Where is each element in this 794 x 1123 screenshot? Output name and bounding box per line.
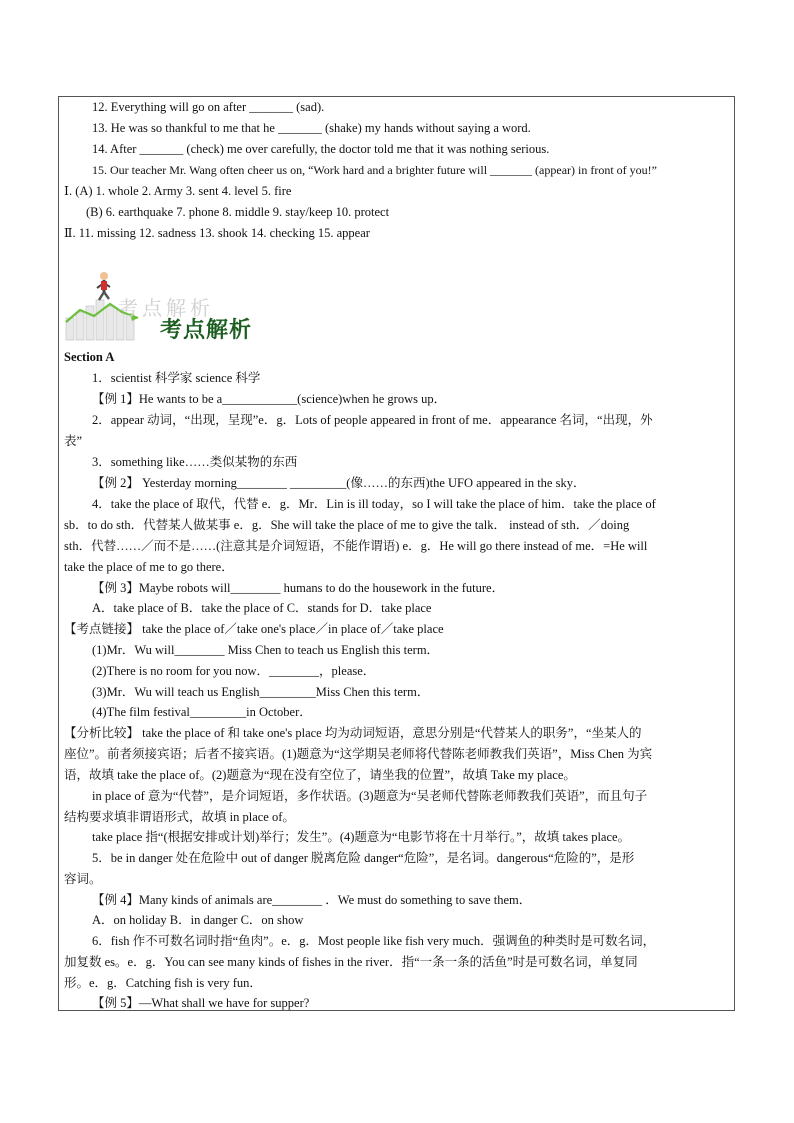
text-line: 容词。 xyxy=(64,872,102,886)
banner-title: 考点解析 xyxy=(160,318,253,343)
text-line: 12. Everything will go on after _______ (sad). xyxy=(92,100,325,114)
text-line: sb．to do sth．代替某人做某事 e．g．She will take the place of me to give the talk． instead of sth．／doing xyxy=(64,518,630,532)
answer-line: (B) 6. earthquake 7. phone 8. middle 9. stay/keep 10. protect xyxy=(86,205,390,219)
text-line: 6．fish 作不可数名词时指“鱼肉”。e．g．Most people like fish very much．强调鱼的种类时是可数名词， xyxy=(92,934,656,948)
text-line: (3)Mr．Wu will teach us English_________Miss Chen this term． xyxy=(92,685,430,699)
text-line: take place 指“(根据安排或计划)举行；发生”。(4)题意为“电影节将在十月举行。”，故填 takes place。 xyxy=(92,830,631,844)
text-line: (1)Mr．Wu will________ Miss Chen to teach us English this term． xyxy=(92,643,440,657)
text-line: 形。e．g．Catching fish is very fun． xyxy=(64,976,262,990)
text-line: in place of 意为“代替”，是介词短语，多作状语。(3)题意为“吴老师代替陈老师教我们英语”，而且句子 xyxy=(92,789,648,803)
answer-line: Ⅰ. (A) 1. whole 2. Army 3. sent 4. level 5. fire xyxy=(64,184,292,198)
text-line: 5．be in danger 处在危险中 out of danger 脱离危险 danger“危险”，是名词。dangerous“危险的”，是形 xyxy=(92,851,635,865)
text-line: 4．take the place of 取代，代替 e．g．Mr．Lin is ill today，so I will take the place of him．take the place of xyxy=(92,497,656,511)
text-line: 【分析比较】 take the place of 和 take one's place 均为动词短语，意思分别是“代替某人的职务”，“坐某人的 xyxy=(64,726,642,740)
text-line: 3．something like……类似某物的东西 xyxy=(92,455,298,469)
text-line: 【例 4】Many kinds of animals are________ ．We must do something to save them． xyxy=(92,893,532,907)
text-line: 15. Our teacher Mr. Wang often cheer us on, “Work hard and a brighter future will _______ (appear) in front of you!” xyxy=(92,163,657,177)
text-line: 结构要求填非谓语形式，故填 in place of。 xyxy=(64,810,295,824)
text-line: 14. After _______ (check) me over carefully, the doctor told me that it was nothing serious. xyxy=(92,142,550,156)
text-line: 【例 1】He wants to be a____________(science)when he grows up． xyxy=(92,392,447,406)
text-line: sth．代替……／而不是……(注意其是介词短语，不能作谓语) e．g．He will go there instead of me．=He will xyxy=(64,539,648,553)
section-heading: Section A xyxy=(64,350,115,364)
option-line: A．take place of B．take the place of C．stands for D．take place xyxy=(92,601,432,615)
banner-ghost-text: 考点解析 xyxy=(118,296,214,320)
text-line: 【例 3】Maybe robots will________ humans to do the housework in the future． xyxy=(92,581,505,595)
text-line: take the place of me to go there． xyxy=(64,560,234,574)
text-line: 加复数 es。e．g．You can see many kinds of fishes in the river．指“一条一条的活鱼”时是可数名词，单复同 xyxy=(64,955,638,969)
text-line: 【例 5】—What shall we have for supper? xyxy=(92,996,310,1010)
text-line: 2．appear 动词，“出现，呈现”e．g．Lots of people appeared in front of me．appearance 名词，“出现，外 xyxy=(92,413,653,427)
text-line: (4)The film festival_________in October． xyxy=(92,705,312,719)
option-line: A．on holiday B．in danger C．on show xyxy=(92,913,304,927)
answer-line: Ⅱ. 11. missing 12. sadness 13. shook 14. checking 15. appear xyxy=(64,226,370,240)
text-line: 语，故填 take the place of。(2)题意为“现在没有空位了，请坐我的位置”，故填 Take my place。 xyxy=(64,768,576,782)
text-line: 13. He was so thankful to me that he _______ (shake) my hands without saying a word. xyxy=(92,121,531,135)
text-line: 【例 2】 Yesterday morning________ _________(像……的东西)the UFO appeared in the sky． xyxy=(92,476,586,490)
text-line: 表” xyxy=(64,434,83,448)
text-line: 座位”。前者须接宾语；后者不接宾语。(1)题意为“这学期吴老师将代替陈老师教我们英语”，Miss Chen 为宾 xyxy=(64,747,653,761)
text-line: (2)There is no room for you now．________，please． xyxy=(92,664,376,678)
text-line: 1．scientist 科学家 science 科学 xyxy=(92,371,261,385)
text-line: 【考点链接】 take the place of／take one's place／in place of／take place xyxy=(64,622,444,636)
